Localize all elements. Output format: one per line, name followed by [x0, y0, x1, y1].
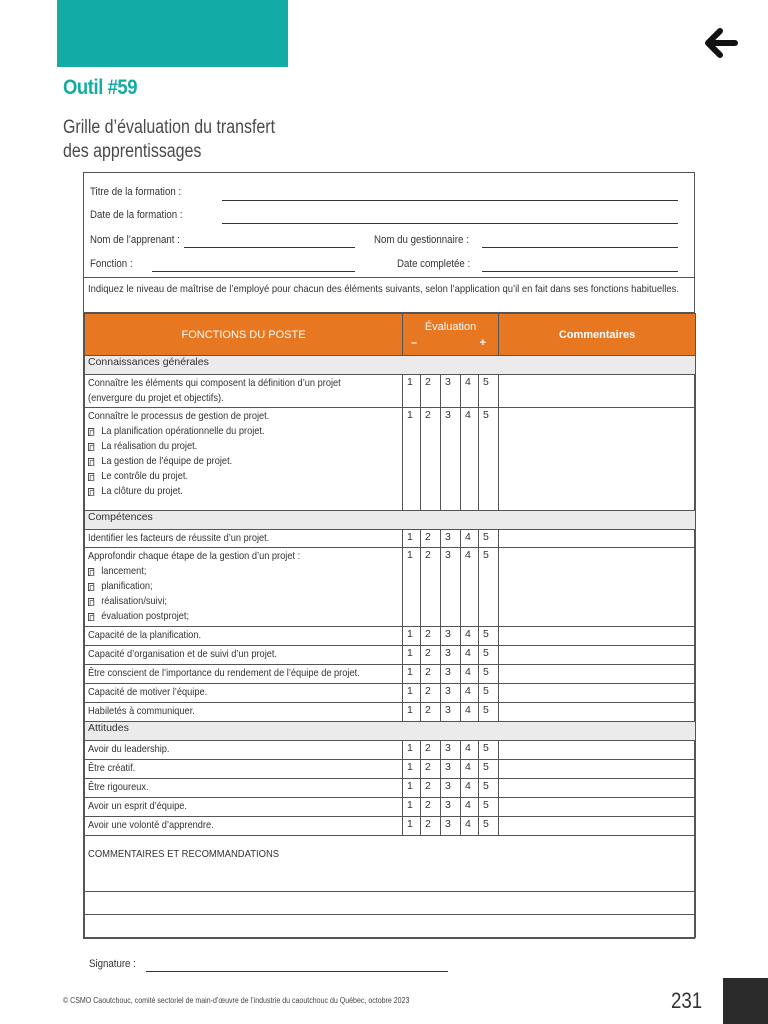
- score-option[interactable]: 2: [421, 646, 441, 665]
- score-option[interactable]: 3: [441, 408, 461, 511]
- score-option[interactable]: 5: [479, 530, 499, 548]
- criterion-text: Capacité d’organisation et de suivi d’un projet.: [88, 648, 278, 660]
- criterion-sub-item: [88, 579, 362, 594]
- comment-cell[interactable]: [499, 627, 696, 646]
- criterion-row: [85, 627, 696, 646]
- sub-item-text: Le contrôle du projet.: [101, 470, 189, 482]
- criterion-row: [85, 817, 696, 836]
- score-option[interactable]: 5: [479, 817, 499, 836]
- score-option[interactable]: 4: [461, 741, 479, 760]
- comment-cell[interactable]: [499, 684, 696, 703]
- criterion-row: [85, 798, 696, 817]
- comment-cell[interactable]: [499, 548, 696, 627]
- completed-date-label: Date completée :: [397, 258, 471, 270]
- comment-cell[interactable]: [499, 375, 696, 408]
- criterion-cell: [85, 817, 403, 836]
- criterion-cell: [85, 530, 403, 548]
- score-option[interactable]: 4: [461, 548, 479, 627]
- score-option[interactable]: 1: [403, 375, 421, 408]
- completed-date-field[interactable]: [482, 271, 678, 272]
- score-option[interactable]: 5: [479, 760, 499, 779]
- criterion-row: [85, 408, 696, 511]
- score-option[interactable]: 3: [441, 646, 461, 665]
- criterion-row: [85, 779, 696, 798]
- score-option[interactable]: 1: [403, 817, 421, 836]
- comment-cell[interactable]: [499, 665, 696, 684]
- sub-item-text: réalisation/suivi;: [101, 595, 167, 607]
- criterion-cell: [85, 703, 403, 722]
- score-option[interactable]: 4: [461, 798, 479, 817]
- checkbox-icon[interactable]: [88, 583, 94, 591]
- score-option[interactable]: 2: [421, 665, 441, 684]
- training-date-label: Date de la formation :: [90, 209, 183, 221]
- criterion-text: Avoir du leadership.: [88, 743, 170, 755]
- sub-item-text: La réalisation du projet.: [101, 440, 198, 452]
- checkbox-icon[interactable]: [88, 443, 94, 451]
- section-row: [85, 511, 696, 530]
- criterion-sub-item: [88, 484, 362, 499]
- col-header-evaluation: Évaluation – +: [403, 314, 499, 356]
- comment-line[interactable]: [85, 915, 696, 938]
- criterion-text: Être rigoureux.: [88, 781, 149, 793]
- criterion-text: Avoir un esprit d’équipe.: [88, 800, 187, 812]
- arrow-left-icon[interactable]: [700, 26, 740, 60]
- score-option[interactable]: 1: [403, 665, 421, 684]
- title-line-2: des apprentissages: [63, 141, 202, 162]
- criterion-row: [85, 375, 696, 408]
- score-option[interactable]: 1: [403, 798, 421, 817]
- score-option[interactable]: 4: [461, 375, 479, 408]
- signature-label: Signature :: [89, 958, 136, 970]
- signature-field[interactable]: [146, 971, 448, 972]
- score-option[interactable]: 2: [421, 817, 441, 836]
- score-option[interactable]: 3: [441, 684, 461, 703]
- score-option[interactable]: 4: [461, 779, 479, 798]
- score-option[interactable]: 4: [461, 408, 479, 511]
- score-option[interactable]: 1: [403, 548, 421, 627]
- criterion-row: [85, 741, 696, 760]
- comment-cell[interactable]: [499, 760, 696, 779]
- comment-line[interactable]: [85, 892, 696, 915]
- score-option[interactable]: 1: [403, 627, 421, 646]
- checkbox-icon[interactable]: [88, 613, 94, 621]
- criterion-cell: [85, 627, 403, 646]
- criterion-text: Habiletés à communiquer.: [88, 705, 195, 717]
- criterion-text: Être conscient de l’importance du rendement de l’équipe de projet.: [88, 667, 360, 679]
- score-option[interactable]: 2: [421, 530, 441, 548]
- criterion-sub-item: [88, 439, 362, 454]
- score-option[interactable]: 1: [403, 530, 421, 548]
- score-option[interactable]: 2: [421, 760, 441, 779]
- criterion-text: Connaître le processus de gestion de projet.: [88, 410, 270, 422]
- criterion-cell: [85, 646, 403, 665]
- criterion-row: [85, 684, 696, 703]
- criterion-cell: [85, 548, 403, 627]
- comment-cell[interactable]: [499, 408, 696, 511]
- criterion-cell: [85, 375, 403, 408]
- score-option[interactable]: 4: [461, 646, 479, 665]
- checkbox-icon[interactable]: [88, 428, 94, 436]
- score-option[interactable]: 3: [441, 703, 461, 722]
- criterion-row: [85, 530, 696, 548]
- score-option[interactable]: 5: [479, 741, 499, 760]
- section-title: Connaissances générales: [85, 356, 696, 375]
- score-option[interactable]: 3: [441, 627, 461, 646]
- criterion-cell: [85, 779, 403, 798]
- instructions-text: Indiquez le niveau de maîtrise de l’employé pour chacun des éléments suivants, selon l’application qu’il en fait dans ses fonctions habituelles.: [84, 277, 694, 313]
- sub-item-text: La planification opérationnelle du projet.: [101, 425, 265, 437]
- learner-field[interactable]: [184, 247, 355, 248]
- score-option[interactable]: 3: [441, 548, 461, 627]
- sub-item-text: La clôture du projet.: [101, 485, 183, 497]
- criterion-text: Identifier les facteurs de réussite d’un projet.: [88, 532, 270, 544]
- comment-cell[interactable]: [499, 798, 696, 817]
- sub-item-text: évaluation postprojet;: [101, 610, 190, 622]
- score-option[interactable]: 2: [421, 798, 441, 817]
- score-option[interactable]: 4: [461, 703, 479, 722]
- checkbox-icon[interactable]: [88, 488, 94, 496]
- criterion-sub-item: [88, 609, 362, 624]
- function-field[interactable]: [152, 271, 355, 272]
- manager-label: Nom du gestionnaire :: [374, 234, 469, 246]
- comments-title: COMMENTAIRES ET RECOMMANDATIONS: [88, 848, 280, 860]
- score-option[interactable]: 4: [461, 530, 479, 548]
- criterion-row: [85, 760, 696, 779]
- criterion-row: [85, 646, 696, 665]
- checkbox-icon[interactable]: [88, 458, 94, 466]
- score-option[interactable]: 1: [403, 741, 421, 760]
- col-header-comments: Commentaires: [499, 314, 696, 356]
- score-option[interactable]: 5: [479, 408, 499, 511]
- form-info-section: [84, 173, 694, 277]
- comment-cell[interactable]: [499, 817, 696, 836]
- comment-line-row: [85, 892, 696, 915]
- score-option[interactable]: 2: [421, 703, 441, 722]
- score-option[interactable]: 5: [479, 665, 499, 684]
- criterion-sub-item: [88, 424, 362, 439]
- comment-cell[interactable]: [499, 646, 696, 665]
- criterion-cell: [85, 760, 403, 779]
- criterion-sub-item: [88, 594, 362, 609]
- criterion-row: [85, 665, 696, 684]
- score-option[interactable]: 4: [461, 684, 479, 703]
- score-option[interactable]: 3: [441, 375, 461, 408]
- training-date-field[interactable]: [222, 223, 678, 224]
- criterion-text: Être créatif.: [88, 762, 136, 774]
- score-option[interactable]: 1: [403, 703, 421, 722]
- page-number: 231: [671, 988, 703, 1013]
- score-option[interactable]: 2: [421, 375, 441, 408]
- checkbox-icon[interactable]: [88, 473, 94, 481]
- criterion-text: Avoir une volonté d’apprendre.: [88, 819, 214, 831]
- section-title: Attitudes: [85, 722, 696, 741]
- score-option[interactable]: 2: [421, 684, 441, 703]
- criterion-cell: [85, 741, 403, 760]
- col-header-functions: FONCTIONS DU POSTE: [85, 314, 403, 356]
- comment-cell[interactable]: [499, 741, 696, 760]
- criterion-text: Connaître les éléments qui composent la définition d’un projet: [88, 377, 341, 389]
- score-option[interactable]: 3: [441, 741, 461, 760]
- title-line-1: Grille d’évaluation du transfert: [63, 117, 276, 138]
- score-option[interactable]: 5: [479, 646, 499, 665]
- score-option[interactable]: 3: [441, 530, 461, 548]
- score-option[interactable]: 5: [479, 548, 499, 627]
- criterion-text: Approfondir chaque étape de la gestion d’un projet :: [88, 550, 301, 562]
- score-option[interactable]: 3: [441, 665, 461, 684]
- comment-line-row: [85, 915, 696, 938]
- learner-label: Nom de l’apprenant :: [90, 234, 180, 246]
- score-option[interactable]: 1: [403, 646, 421, 665]
- score-option[interactable]: 2: [421, 741, 441, 760]
- score-option[interactable]: 5: [479, 684, 499, 703]
- score-option[interactable]: 3: [441, 817, 461, 836]
- comment-cell[interactable]: [499, 530, 696, 548]
- score-option[interactable]: 1: [403, 684, 421, 703]
- score-option[interactable]: 1: [403, 408, 421, 511]
- comment-cell[interactable]: [499, 779, 696, 798]
- section-title: Compétences: [85, 511, 696, 530]
- score-option[interactable]: 1: [403, 760, 421, 779]
- score-option[interactable]: 3: [441, 760, 461, 779]
- eval-minus: –: [411, 336, 418, 349]
- section-row: [85, 356, 696, 375]
- checkbox-icon[interactable]: [88, 568, 94, 576]
- sub-item-text: planification;: [101, 580, 153, 592]
- score-option[interactable]: 5: [479, 627, 499, 646]
- score-option[interactable]: 2: [421, 779, 441, 798]
- criterion-cell: [85, 408, 403, 511]
- score-option[interactable]: 1: [403, 779, 421, 798]
- score-option[interactable]: 5: [479, 375, 499, 408]
- training-title-field[interactable]: [222, 200, 678, 201]
- eval-plus: +: [479, 336, 487, 349]
- score-option[interactable]: 2: [421, 548, 441, 627]
- function-label: Fonction :: [90, 258, 133, 270]
- criterion-sub-item: [88, 469, 362, 484]
- criterion-text: Capacité de la planification.: [88, 629, 202, 641]
- criterion-cell: [85, 684, 403, 703]
- page-corner-block: [723, 978, 768, 1024]
- score-option[interactable]: 5: [479, 798, 499, 817]
- criterion-row: [85, 703, 696, 722]
- criterion-row: [85, 548, 696, 627]
- evaluation-grid: [84, 313, 696, 938]
- manager-field[interactable]: [482, 247, 678, 248]
- criterion-text: Capacité de motiver l’équipe.: [88, 686, 208, 698]
- evaluation-form: [83, 172, 695, 939]
- comments-section-row: [85, 836, 696, 892]
- criterion-cell: [85, 798, 403, 817]
- score-option[interactable]: 3: [441, 779, 461, 798]
- sub-item-text: La gestion de l’équipe de projet.: [101, 455, 233, 467]
- comments-section[interactable]: [85, 836, 696, 892]
- score-option[interactable]: 4: [461, 760, 479, 779]
- score-option[interactable]: 3: [441, 798, 461, 817]
- criterion-text: (envergure du projet et objectifs).: [88, 392, 224, 404]
- score-option[interactable]: 2: [421, 408, 441, 511]
- footer-copyright: © CSMO Caoutchouc, comité sectoriel de main-d’œuvre de l’industrie du caoutchouc du Québec, octobre 2023: [63, 996, 410, 1005]
- score-option[interactable]: 4: [461, 817, 479, 836]
- header-accent-block: [57, 0, 288, 67]
- score-option[interactable]: 4: [461, 627, 479, 646]
- checkbox-icon[interactable]: [88, 598, 94, 606]
- score-option[interactable]: 4: [461, 665, 479, 684]
- page-title: [63, 116, 275, 164]
- section-row: [85, 722, 696, 741]
- score-option[interactable]: 5: [479, 779, 499, 798]
- training-title-label: Titre de la formation :: [90, 186, 182, 198]
- score-option[interactable]: 5: [479, 703, 499, 722]
- comment-cell[interactable]: [499, 703, 696, 722]
- tool-number: Outil #59: [63, 76, 138, 99]
- criterion-cell: [85, 665, 403, 684]
- score-option[interactable]: 2: [421, 627, 441, 646]
- criterion-sub-item: [88, 454, 362, 469]
- criterion-sub-item: [88, 564, 362, 579]
- sub-item-text: lancement;: [101, 565, 147, 577]
